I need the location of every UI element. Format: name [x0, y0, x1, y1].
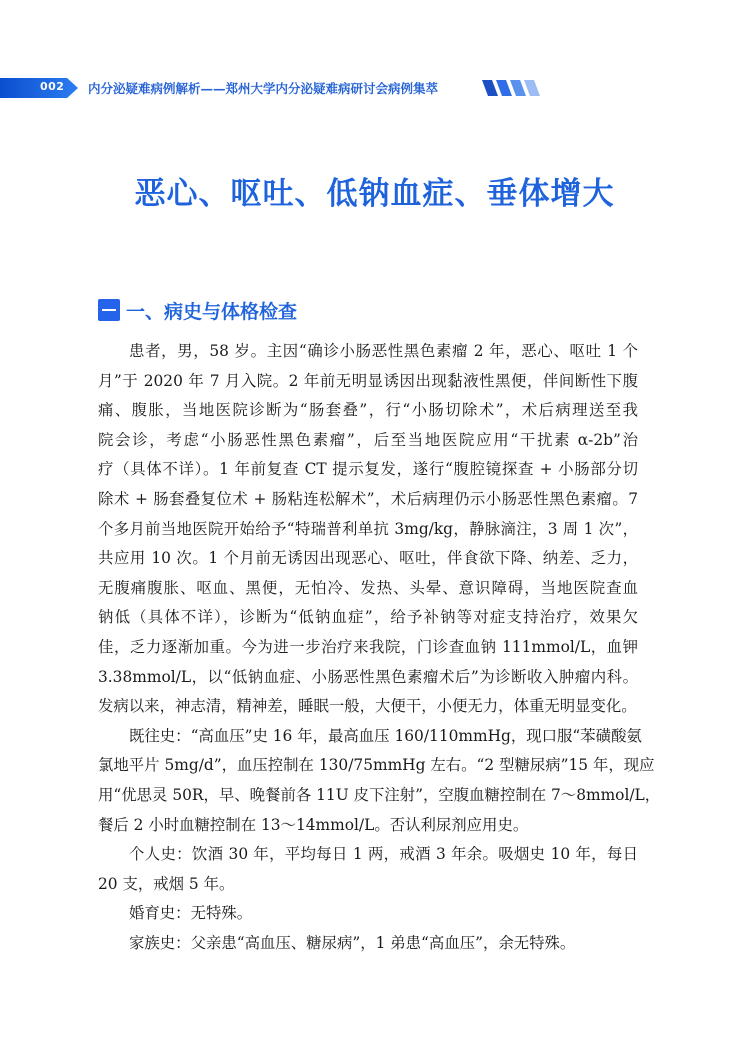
paragraph-line: 共应用 10 次。1 个月前无诱因出现恶心、呕吐，伴食欲下降、纳差、乏力，	[98, 549, 638, 568]
paragraph-line: 无腹痛腹胀、呕血、黑便，无怕冷、发热、头晕、意识障碍，当地医院查血	[98, 578, 638, 597]
section-title: 病史与体格检查	[164, 300, 298, 323]
paragraph-line: 院会诊，考虑“小肠恶性黑色素瘤”，后至当地医院应用“干扰素 α-2b”治	[98, 430, 638, 449]
section-heading	[98, 296, 297, 324]
paragraph-line: 患者，男，58 岁。主因“确诊小肠恶性黑色素瘤 2 年，恶心、呕吐 1 个	[129, 342, 638, 360]
page-number-tab	[0, 78, 78, 98]
paragraph-line: 婚育史：无特殊。	[129, 904, 253, 923]
paragraph-line: 佳，乏力逐渐加重。今为进一步治疗来我院，门诊查血钠 111mmol/L，血钾	[98, 637, 638, 656]
paragraph-line: 发病以来，神志清，精神差，睡眠一般，大便干，小便无力，体重无明显变化。	[98, 697, 637, 716]
paragraph-line: 月”于 2020 年 7 月入院。2 年前无明显诱因出现黏液性黑便，伴间断性下腹	[98, 371, 638, 390]
section-number: 一、	[126, 300, 165, 323]
paragraph-line: 既往史：“高血压”史 16 年，最高血压 160/110mmHg，现口服“苯磺酸氨	[129, 726, 642, 745]
paragraph-line: 家族史：父亲患“高血压、糖尿病”，1 弟患“高血压”，余无特殊。	[129, 933, 576, 952]
paragraph-line: 20 支，戒烟 5 年。	[98, 874, 235, 893]
paragraph-line: 痛、腹胀，当地医院诊断为“肠套叠”，行“小肠切除术”，术后病理送至我	[98, 401, 638, 420]
page-number: 002	[40, 80, 65, 93]
paragraph-line: 氯地平片 5mg/d”，血压控制在 130/75mmHg 左右。“2 型糖尿病”15 年，现应	[98, 756, 655, 775]
running-header	[0, 78, 749, 98]
paragraph-line: 餐后 2 小时血糖控制在 13～14mmol/L。否认利尿剂应用史。	[98, 815, 529, 834]
paragraph-line: 个多月前当地医院开始给予“特瑞普利单抗 3mg/kg，静脉滴注，3 周 1 次”，	[98, 519, 638, 538]
paragraph-line: 钠低（具体不详），诊断为“低钠血症”，给予补钠等对症支持治疗，效果欠	[98, 608, 638, 627]
chapter-title: 恶心、呕吐、低钠血症、垂体增大	[134, 176, 615, 212]
body-text	[98, 337, 661, 958]
section-number-marker	[98, 299, 120, 321]
paragraph-line: 除术 + 肠套叠复位术 + 肠粘连松解术”，术后病理仍示小肠恶性黑色素瘤。7	[98, 489, 638, 508]
paragraph-line: 3.38mmol/L，以“低钠血症、小肠恶性黑色素瘤术后”为诊断收入肿瘤内科。	[98, 667, 638, 686]
paragraph-line: 用“优思灵 50R，早、晚餐前各 11U 皮下注射”，空腹血糖控制在 7～8mmol/L，	[98, 785, 661, 804]
paragraph-line: 疗（具体不详）。1 年前复查 CT 提示复发，遂行“腹腔镜探查 + 小肠部分切	[98, 460, 638, 479]
paragraph-line: 个人史：饮酒 30 年，平均每日 1 两，戒酒 3 年余。吸烟史 10 年，每日	[129, 845, 638, 864]
running-title: 内分泌疑难病例解析——郑州大学内分泌疑难病研讨会病例集萃	[88, 81, 439, 96]
decorative-stripes-icon	[482, 80, 552, 96]
